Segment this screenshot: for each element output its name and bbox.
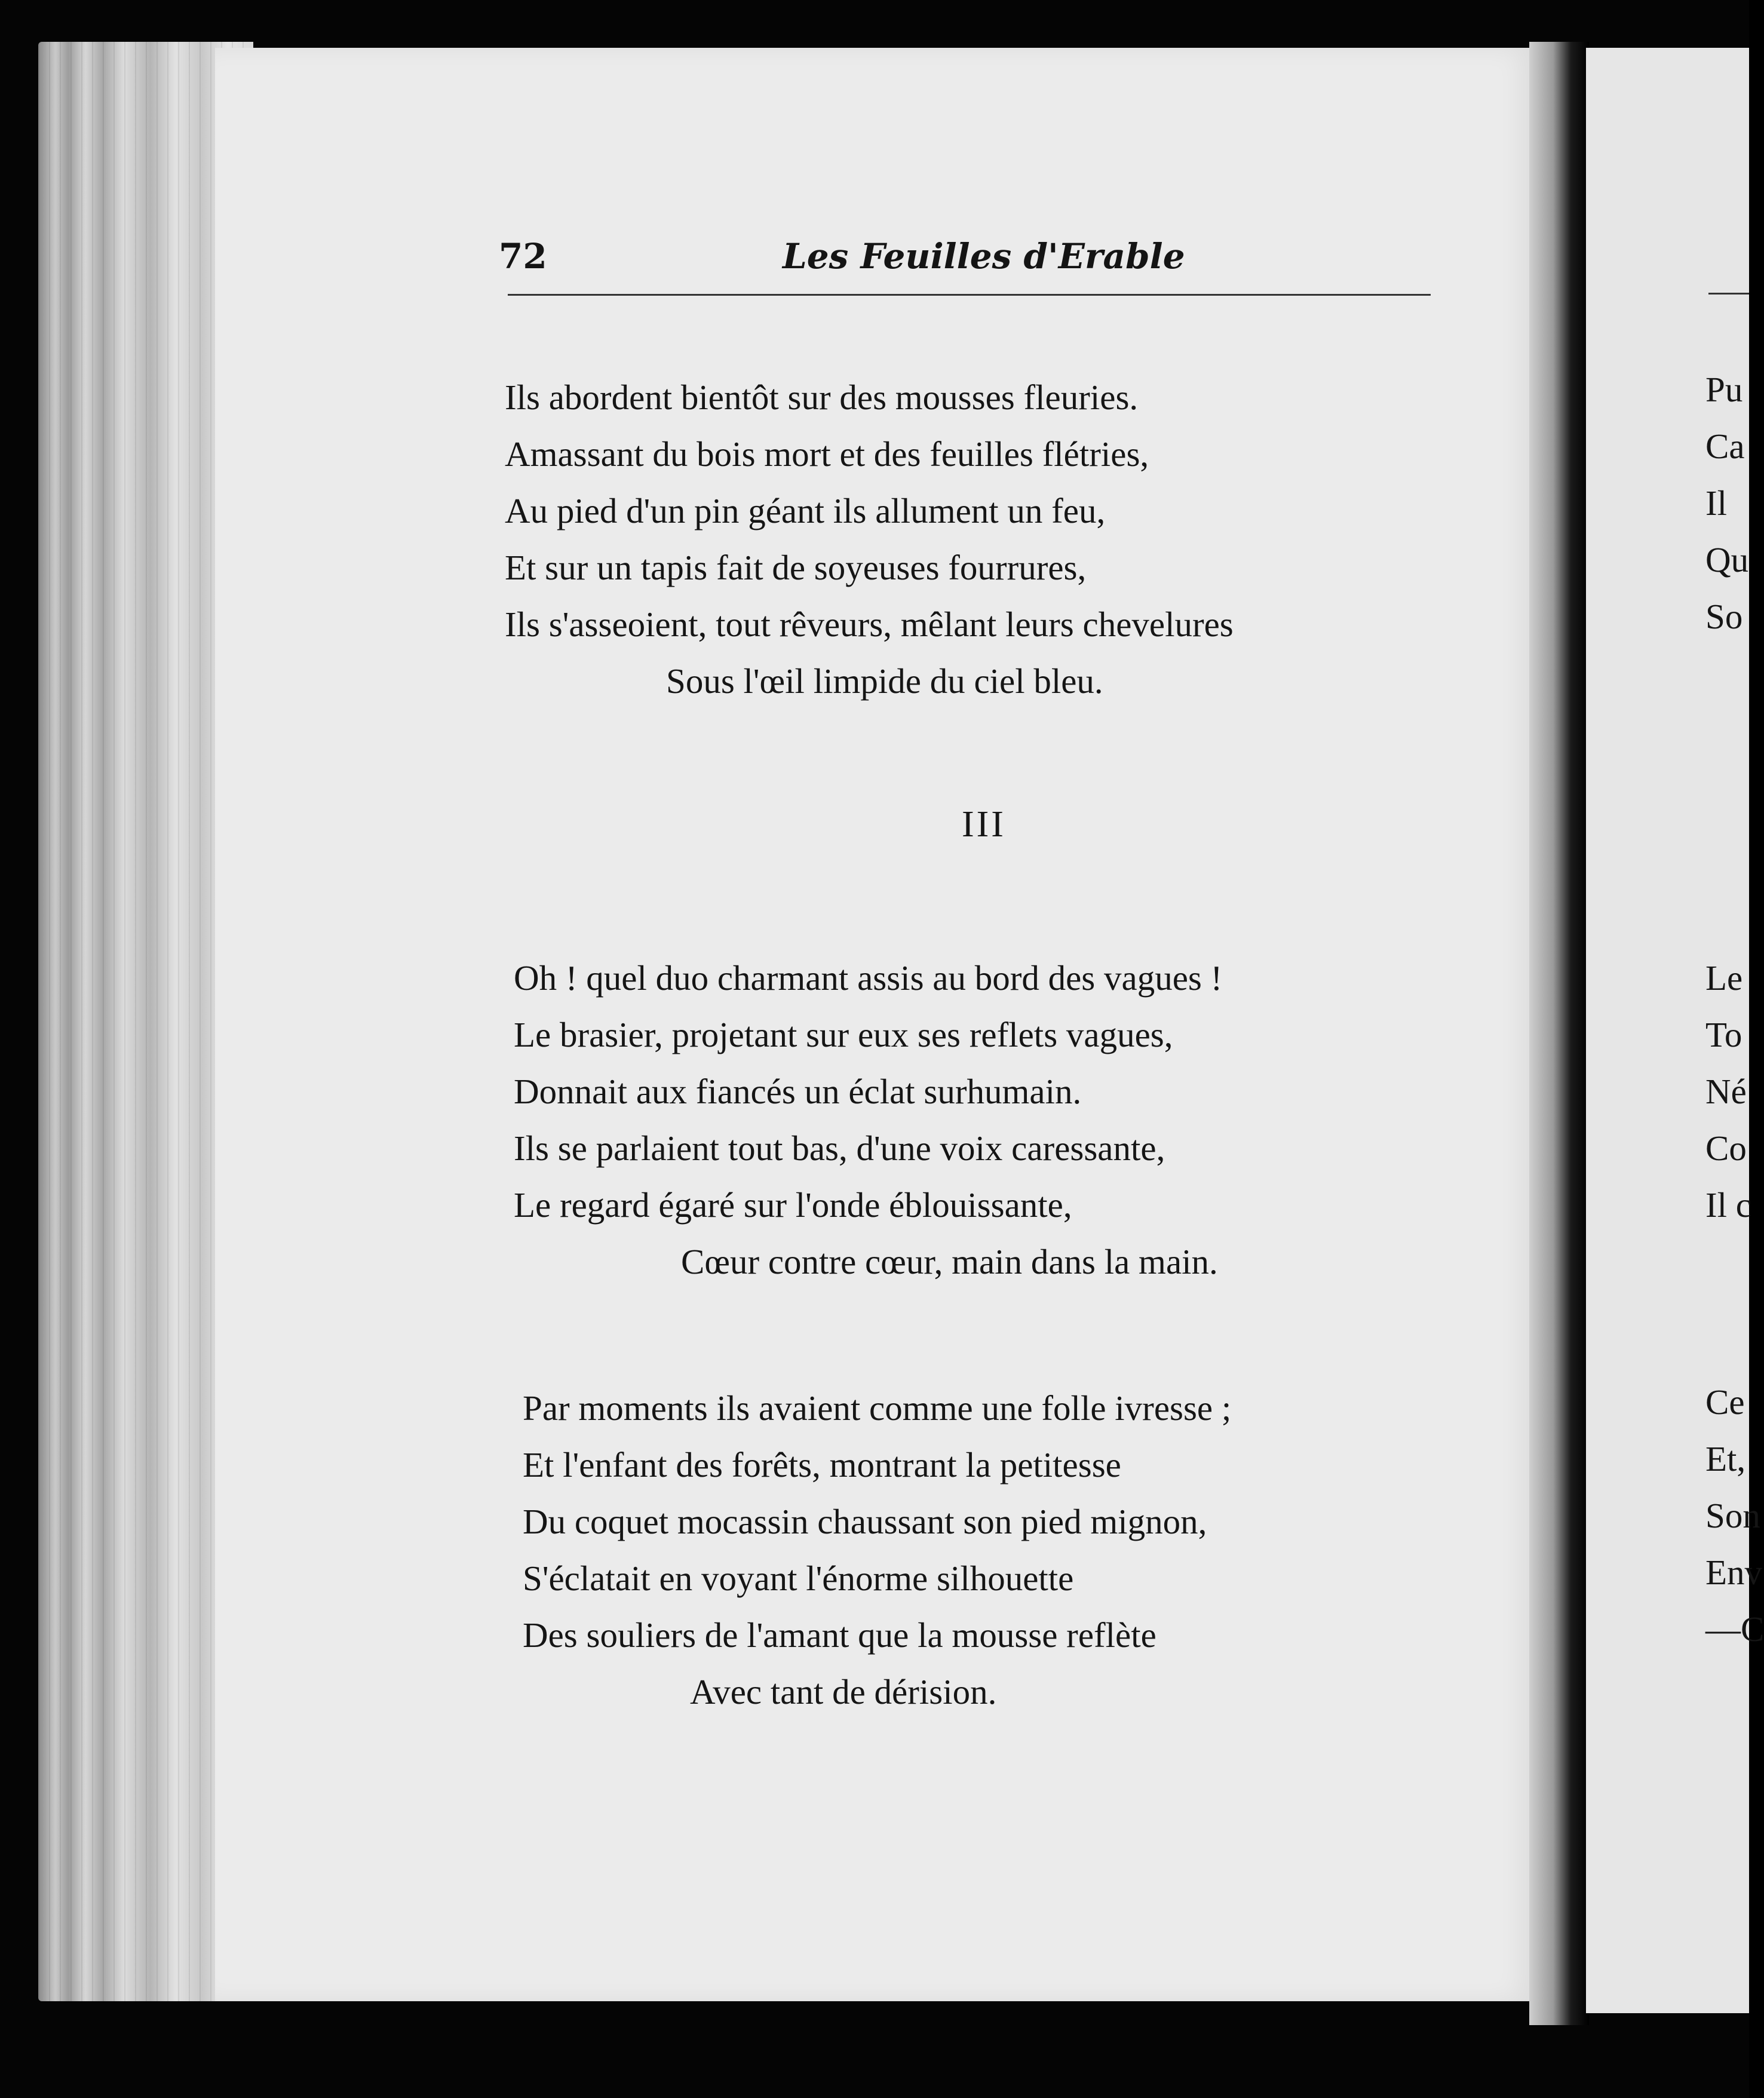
poem-line: Par moments ils avaient comme une folle ivresse ; xyxy=(523,1388,1232,1428)
poem-line: Oh ! quel duo charmant assis au bord des vagues ! xyxy=(514,958,1223,998)
poem-line: Et l'enfant des forêts, montrant la petitesse xyxy=(523,1445,1121,1484)
fragment-line: Et, xyxy=(1705,1439,1746,1479)
fragment-line: Il c xyxy=(1705,1185,1751,1225)
fragment-line: —C xyxy=(1705,1609,1764,1649)
poem-line: Du coquet mocassin chaussant son pied mignon, xyxy=(523,1502,1207,1541)
stanza-3 xyxy=(523,1380,1231,1720)
page-number: 72 xyxy=(499,236,547,277)
header-rule xyxy=(508,294,1431,296)
fragment-line: Son xyxy=(1705,1496,1760,1535)
poem-line: Ils se parlaient tout bas, d'une voix caressante, xyxy=(514,1128,1165,1168)
poem-line: Le regard égaré sur l'onde éblouissante, xyxy=(514,1185,1072,1225)
poem-line: Ils s'asseoient, tout rêveurs, mêlant leurs chevelures xyxy=(505,605,1234,644)
fragment-line: Co xyxy=(1705,1128,1747,1168)
poem-line: Avec tant de dérision. xyxy=(690,1672,997,1711)
stanza-2 xyxy=(514,950,1222,1290)
fragment-line: So xyxy=(1705,597,1743,636)
poem-line: Cœur contre cœur, main dans la main. xyxy=(681,1242,1218,1281)
fragment-line: Le xyxy=(1705,958,1743,998)
right-page-fragment-1 xyxy=(1705,361,1748,645)
fragment-line: Né xyxy=(1705,1072,1747,1111)
fragment-line: Il xyxy=(1705,483,1728,523)
poem-line: Des souliers de l'amant que la mousse reflète xyxy=(523,1615,1156,1655)
poem-line: Donnait aux fiancés un éclat surhumain. xyxy=(514,1072,1082,1111)
right-page-fragment-3 xyxy=(1705,1374,1764,1658)
poem-line: S'éclatait en voyant l'énorme silhouette xyxy=(523,1559,1074,1598)
section-number: III xyxy=(962,804,1006,845)
running-title: Les Feuilles d'Erable xyxy=(783,236,1185,277)
fragment-line: Ca xyxy=(1705,427,1745,466)
right-page-fragment-2 xyxy=(1705,950,1751,1234)
poem-line: Et sur un tapis fait de soyeuses fourrures, xyxy=(505,548,1087,587)
poem-line: Sous l'œil limpide du ciel bleu. xyxy=(666,661,1103,701)
poem-line: Ils abordent bientôt sur des mousses fleuries. xyxy=(505,378,1139,417)
stanza-1 xyxy=(505,369,1437,710)
fragment-line: To xyxy=(1705,1015,1742,1054)
poem-line: Amassant du bois mort et des feuilles flétries, xyxy=(505,434,1149,474)
fragment-line: Pu xyxy=(1705,370,1743,409)
poem-line: Au pied d'un pin géant ils allument un feu, xyxy=(505,491,1106,530)
poem-line: Le brasier, projetant sur eux ses reflets vagues, xyxy=(514,1015,1173,1054)
right-page-rule xyxy=(1708,293,1749,295)
fragment-line: Env xyxy=(1705,1553,1763,1592)
fragment-line: Ce xyxy=(1705,1382,1745,1422)
fragment-line: Qu xyxy=(1705,540,1749,579)
book-gutter xyxy=(1529,42,1589,2025)
